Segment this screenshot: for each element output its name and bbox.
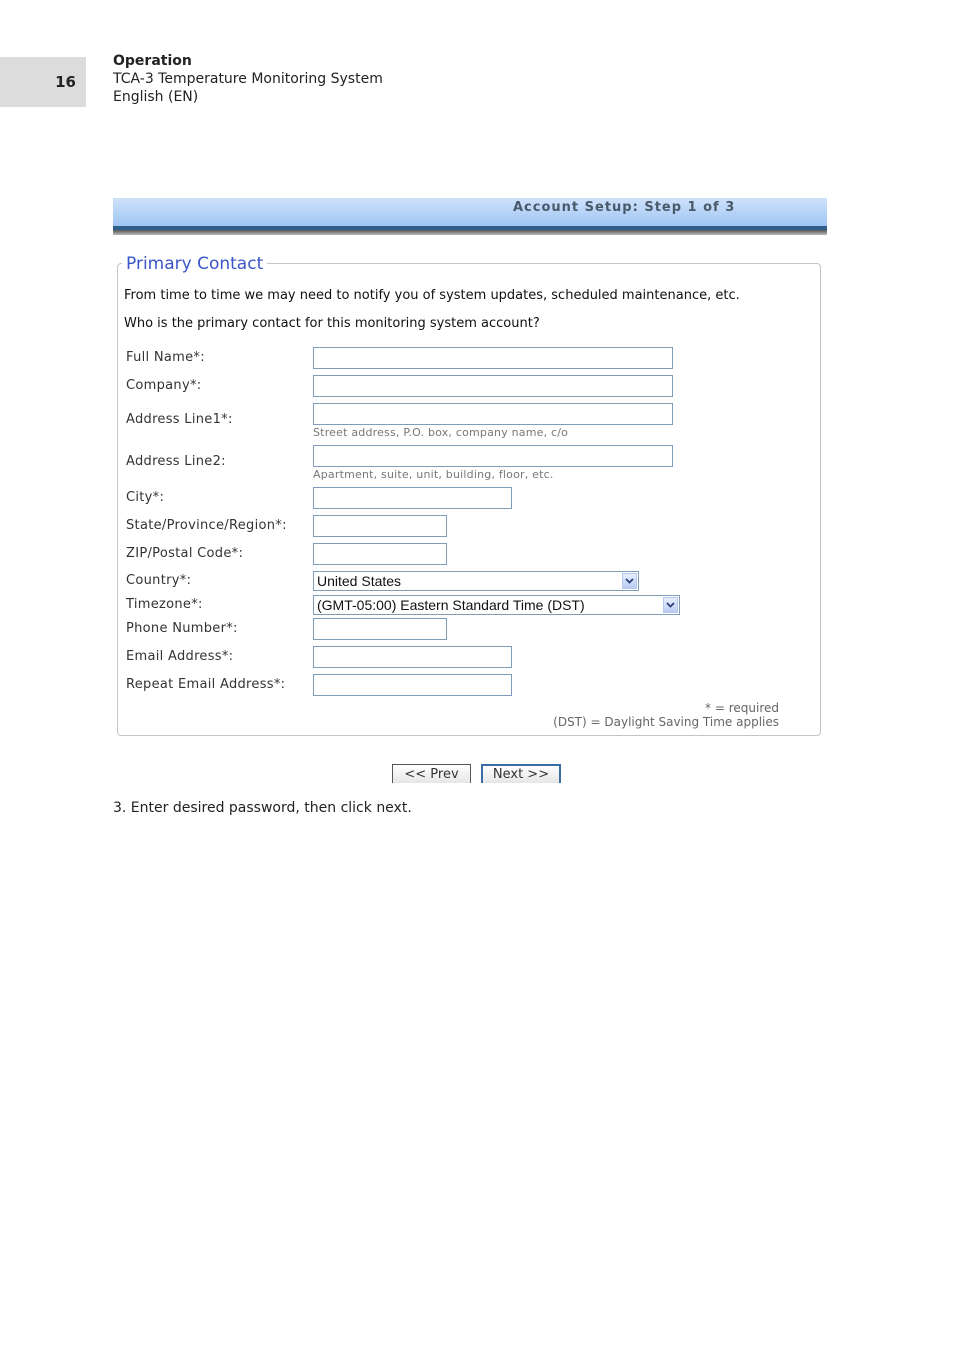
- phone-label: Phone Number*:: [126, 621, 238, 636]
- address-line2-label: Address Line2:: [126, 454, 226, 469]
- company-field-box: [313, 375, 673, 397]
- address-line2-hint: Apartment, suite, unit, building, floor, etc.: [313, 468, 554, 481]
- page-number: 16: [0, 57, 86, 107]
- panel-legend: Primary Contact: [122, 254, 267, 274]
- email-label: Email Address*:: [126, 649, 234, 664]
- email-input[interactable]: [314, 647, 511, 667]
- full-name-input[interactable]: [314, 348, 672, 368]
- city-label: City*:: [126, 490, 165, 505]
- chevron-down-icon[interactable]: [622, 573, 637, 589]
- state-field-box: [313, 515, 447, 537]
- phone-field-box: [313, 618, 447, 640]
- timezone-select[interactable]: [313, 595, 680, 615]
- dst-note: (DST) = Daylight Saving Time applies: [553, 715, 779, 729]
- timezone-selected-value: (GMT-05:00) Eastern Standard Time (DST): [317, 597, 585, 613]
- instruction-step-3: 3. Enter desired password, then click next.: [113, 800, 412, 816]
- banner-title: Account Setup: Step 1 of 3: [513, 200, 736, 215]
- country-label: Country*:: [126, 573, 192, 588]
- repeat-email-label: Repeat Email Address*:: [126, 677, 286, 692]
- product-name: TCA-3 Temperature Monitoring System: [113, 71, 383, 87]
- company-label: Company*:: [126, 378, 202, 393]
- running-header: [113, 52, 383, 106]
- repeat-email-input[interactable]: [314, 675, 511, 695]
- repeat-email-field-box: [313, 674, 512, 696]
- zip-input[interactable]: [314, 544, 446, 564]
- intro-text-2: Who is the primary contact for this monitoring system account?: [124, 316, 540, 331]
- chevron-down-icon[interactable]: [663, 597, 678, 613]
- address-line1-hint: Street address, P.O. box, company name, c/o: [313, 426, 569, 439]
- address-line1-field-box: [313, 403, 673, 425]
- address-line2-field-box: [313, 445, 673, 467]
- account-setup-banner: [113, 198, 827, 226]
- state-input[interactable]: [314, 516, 446, 536]
- city-field-box: [313, 487, 512, 509]
- prev-button[interactable]: << Prev: [392, 764, 471, 783]
- language-label: English (EN): [113, 89, 199, 105]
- zip-label: ZIP/Postal Code*:: [126, 546, 244, 561]
- phone-input[interactable]: [314, 619, 446, 639]
- full-name-label: Full Name*:: [126, 350, 205, 365]
- address-line1-label: Address Line1*:: [126, 412, 233, 427]
- state-label: State/Province/Region*:: [126, 518, 287, 533]
- country-select[interactable]: [313, 571, 639, 591]
- city-input[interactable]: [314, 488, 511, 508]
- zip-field-box: [313, 543, 447, 565]
- email-field-box: [313, 646, 512, 668]
- address-line1-input[interactable]: [314, 404, 672, 424]
- full-name-field-box: [313, 347, 673, 369]
- address-line2-input[interactable]: [314, 446, 672, 466]
- section-title: Operation: [113, 53, 192, 69]
- banner-shadow: [113, 230, 827, 235]
- intro-text-1: From time to time we may need to notify you of system updates, scheduled maintenance, etc.: [124, 288, 740, 303]
- next-button[interactable]: Next >>: [481, 764, 561, 783]
- country-selected-value: United States: [317, 573, 402, 589]
- timezone-label: Timezone*:: [126, 597, 203, 612]
- company-input[interactable]: [314, 376, 672, 396]
- required-note: * = required: [705, 701, 779, 715]
